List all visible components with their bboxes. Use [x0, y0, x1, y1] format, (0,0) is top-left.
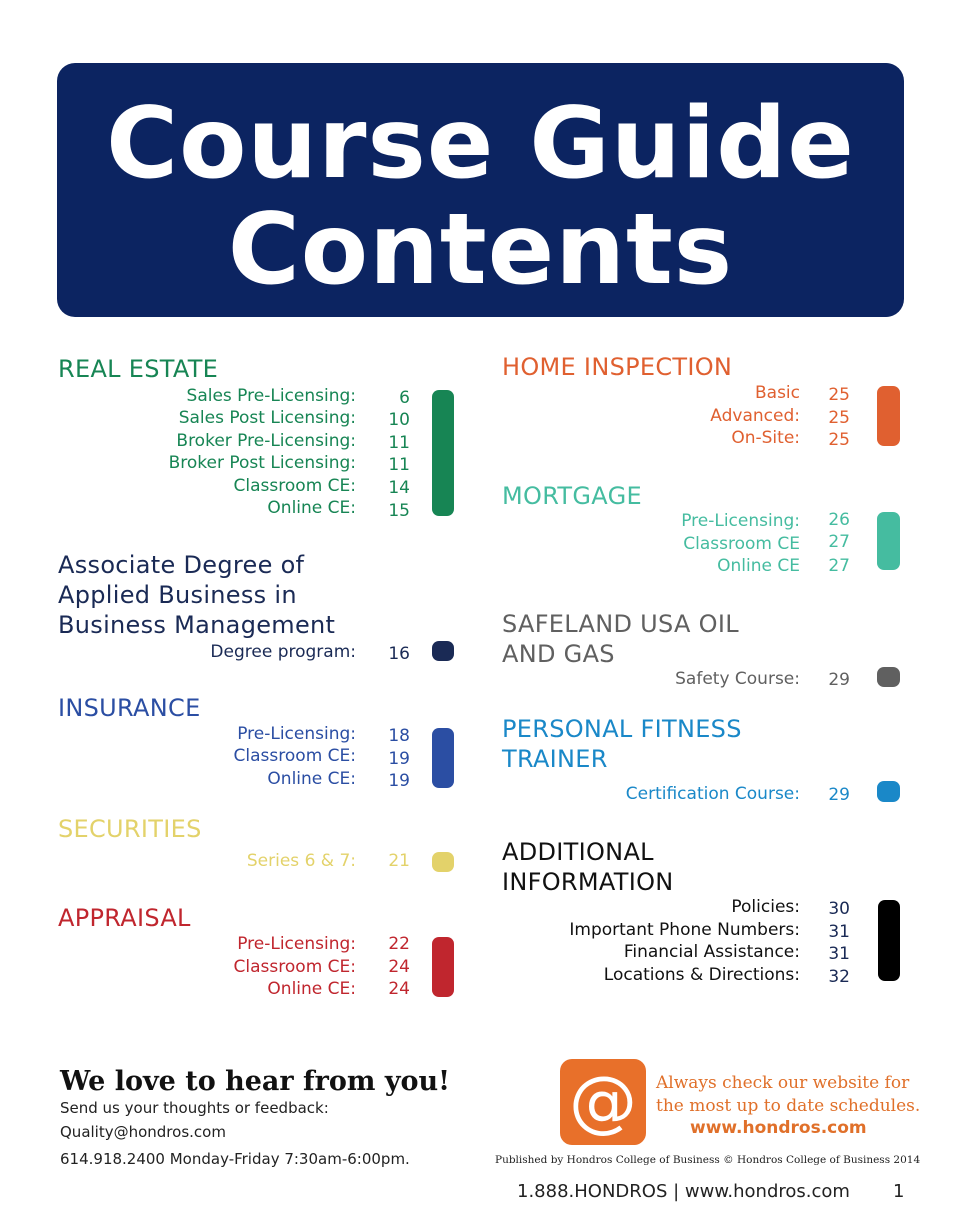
- page-number: 31: [828, 922, 850, 942]
- toc-label: Pre-Licensing:: [237, 724, 356, 744]
- section-appraisal: [58, 903, 191, 933]
- section-insurance: [58, 693, 201, 723]
- page-number: 27: [828, 556, 850, 576]
- title-line-1: Course Guide: [106, 87, 855, 201]
- page-number: 21: [388, 851, 410, 871]
- securities-color-tab: [432, 852, 454, 872]
- toc-label: Sales Pre-Licensing:: [186, 386, 356, 406]
- section-title-line: Applied Business in: [58, 581, 297, 609]
- page-number: 6: [399, 388, 410, 408]
- toc-label: Broker Post Licensing:: [168, 453, 356, 473]
- at-sign-glyph: @: [569, 1062, 637, 1141]
- website-note-line-2: the most up to date schedules.: [656, 1096, 921, 1116]
- title-banner: [57, 63, 904, 317]
- title-line-2: Contents: [227, 193, 734, 307]
- page-number: 18: [388, 726, 410, 746]
- toc-label: Degree program:: [210, 642, 356, 662]
- page-number: 31: [828, 944, 850, 964]
- page-number: 32: [828, 967, 850, 987]
- page-number: 24: [388, 957, 410, 977]
- section-title-line: Associate Degree of: [58, 551, 305, 579]
- toc-label: Policies:: [731, 897, 800, 917]
- toc-label: Pre-Licensing:: [681, 511, 800, 531]
- page-number: 29: [828, 670, 850, 690]
- toc-label: Pre-Licensing:: [237, 934, 356, 954]
- toc-label: Classroom CE:: [233, 476, 356, 496]
- real-estate-color-tab: [432, 390, 454, 516]
- toc-label: Classroom CE:: [233, 746, 356, 766]
- section-additional-information: [502, 837, 674, 897]
- page-number: 14: [388, 478, 410, 498]
- toc-label: Safety Course:: [675, 669, 800, 689]
- toc-label: Sales Post Licensing:: [178, 408, 356, 428]
- page-number: 25: [828, 430, 850, 450]
- appraisal-color-tab: [432, 937, 454, 997]
- toc-label: Certification Course:: [625, 784, 800, 804]
- page-number: 22: [388, 934, 410, 954]
- page-number: 30: [828, 899, 850, 919]
- feedback-heading: We love to hear from you!: [60, 1066, 451, 1097]
- page-number: 24: [388, 979, 410, 999]
- page-number: 27: [828, 532, 850, 552]
- toc-label: Online CE:: [267, 769, 356, 789]
- fitness-color-tab: [877, 781, 900, 802]
- website-note-line-1: Always check our website for: [656, 1073, 910, 1093]
- page-number: 16: [388, 644, 410, 664]
- toc-label: Locations & Directions:: [603, 965, 800, 985]
- page-number: 25: [828, 408, 850, 428]
- toc-label: Classroom CE: [683, 534, 800, 554]
- section-title: INSURANCE: [58, 694, 201, 722]
- section-title: REAL ESTATE: [58, 355, 219, 383]
- mortgage-color-tab: [877, 512, 900, 570]
- page-number: 11: [388, 455, 410, 475]
- section-title-line: AND GAS: [502, 640, 615, 668]
- section-title-line: Business Management: [58, 611, 336, 639]
- at-sign-icon: [560, 1059, 646, 1145]
- section-title-line: ADDITIONAL: [502, 838, 654, 866]
- section-title: HOME INSPECTION: [502, 353, 733, 381]
- feedback-text: Send us your thoughts or feedback:: [60, 1099, 329, 1117]
- toc-label: Online CE:: [267, 498, 356, 518]
- toc-label: Basic: [754, 383, 800, 403]
- home-inspection-color-tab: [877, 386, 900, 446]
- toc-label: On-Site:: [731, 428, 800, 448]
- publisher-credit: Published by Hondros College of Business © Hondros College of Business 2014: [495, 1154, 921, 1166]
- section-title-line: SAFELAND USA OIL: [502, 610, 739, 638]
- section-title: MORTGAGE: [502, 482, 642, 510]
- section-safeland: [502, 609, 739, 669]
- page-number: 29: [828, 785, 850, 805]
- page-number: 19: [388, 749, 410, 769]
- page-number: 10: [388, 410, 410, 430]
- page-number: 11: [388, 433, 410, 453]
- section-mortgage: [502, 481, 642, 511]
- toc-label: Advanced:: [710, 406, 800, 426]
- section-personal-fitness: [502, 714, 742, 774]
- toc-label: Broker Pre-Licensing:: [176, 431, 356, 451]
- toc-label: Online CE: [717, 556, 800, 576]
- safeland-color-tab: [877, 667, 900, 687]
- toc-label: Financial Assistance:: [623, 942, 800, 962]
- toc-label: Series 6 & 7:: [246, 851, 356, 871]
- section-associate-degree: [58, 550, 335, 640]
- toc-label: Classroom CE:: [233, 957, 356, 977]
- section-title-line: TRAINER: [502, 745, 608, 773]
- feedback-email-link[interactable]: Quality@hondros.com: [60, 1123, 226, 1141]
- page-number-footer: 1: [893, 1181, 905, 1202]
- section-securities: [58, 814, 202, 844]
- section-real-estate: [58, 354, 218, 384]
- toc-label: Online CE:: [267, 979, 356, 999]
- section-title-line: PERSONAL FITNESS: [502, 715, 742, 743]
- feedback-phone-hours: 614.918.2400 Monday-Friday 7:30am-6:00pm.: [60, 1150, 410, 1168]
- section-title: SECURITIES: [58, 815, 202, 843]
- page-number: 15: [388, 501, 410, 521]
- contact-phone-website: 1.888.HONDROS | www.hondros.com: [517, 1181, 850, 1202]
- insurance-color-tab: [432, 728, 454, 788]
- page-number: 19: [388, 771, 410, 791]
- page-number: 26: [828, 510, 850, 530]
- section-title-line: INFORMATION: [502, 868, 674, 896]
- website-link[interactable]: www.hondros.com: [690, 1118, 867, 1138]
- section-title: APPRAISAL: [58, 904, 191, 932]
- additional-color-tab: [878, 900, 900, 981]
- section-home-inspection: [502, 352, 732, 382]
- page-number: 25: [828, 385, 850, 405]
- toc-label: Important Phone Numbers:: [569, 920, 800, 940]
- associate-color-tab: [432, 641, 454, 661]
